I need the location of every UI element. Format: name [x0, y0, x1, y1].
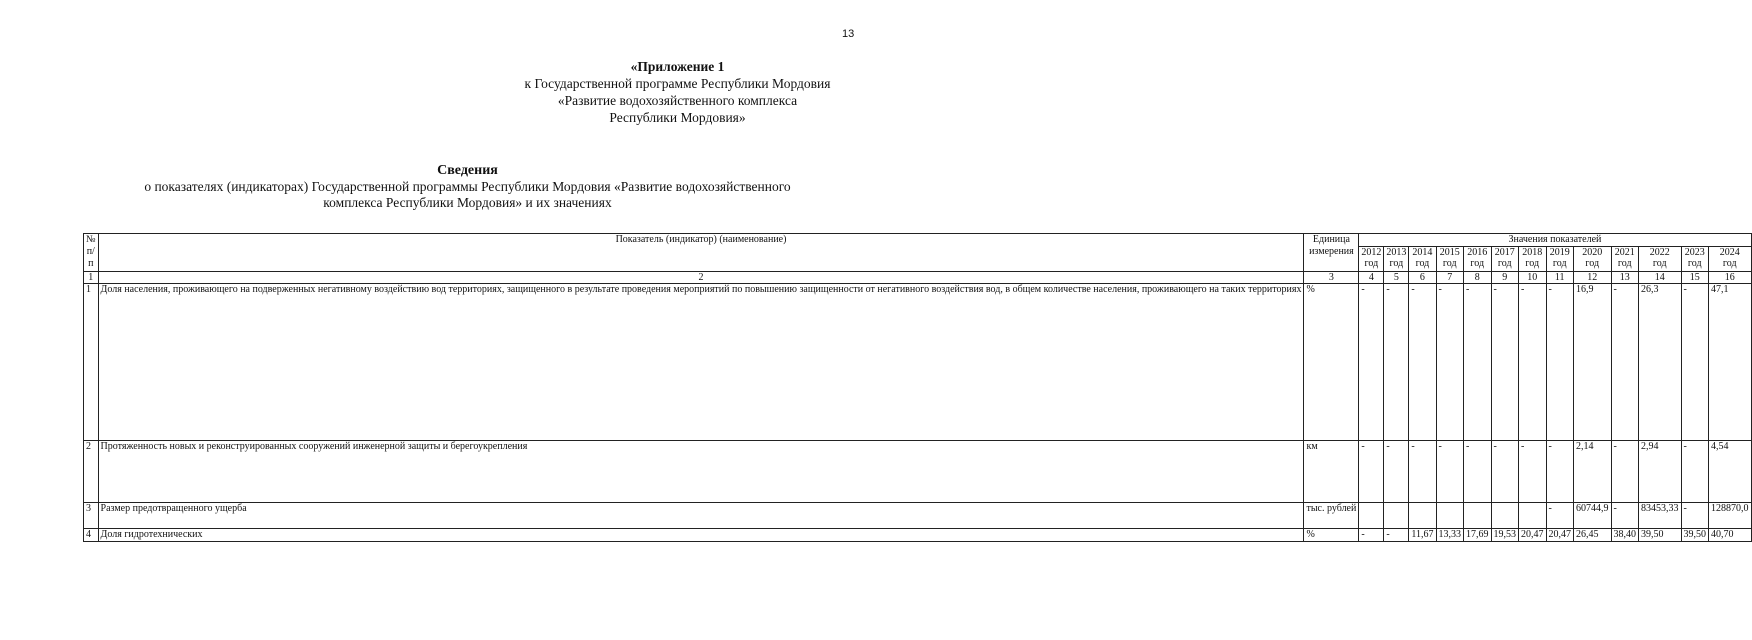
header-row	[84, 234, 1752, 247]
table-row	[84, 503, 1752, 529]
year-header	[1546, 247, 1574, 272]
indicator-value: 83453,33	[1639, 503, 1682, 529]
indicator-value: 11,67	[1409, 529, 1436, 542]
column-number: 16	[1709, 272, 1752, 284]
indicator-value: -	[1519, 441, 1547, 503]
indicator-name: Протяженность новых и реконструированных сооружений инженерной защиты и берегоукрепления	[98, 441, 1304, 503]
indicator-value: -	[1681, 441, 1709, 503]
indicator-value: -	[1384, 284, 1409, 441]
header-no: № п/п	[84, 234, 99, 272]
column-number: 3	[1304, 272, 1359, 284]
column-number: 10	[1519, 272, 1547, 284]
indicator-value: -	[1546, 284, 1574, 441]
year-value: 2020	[1582, 247, 1603, 258]
year-suffix: год	[1552, 258, 1567, 269]
indicator-value: 26,45	[1574, 529, 1612, 542]
header-name: Показатель (индикатор) (наименование)	[98, 234, 1304, 272]
indicator-value	[1491, 503, 1519, 529]
heading-title: Сведения	[437, 163, 498, 178]
indicator-value	[1436, 503, 1464, 529]
row-number: 2	[84, 441, 99, 503]
indicator-value: 39,50	[1681, 529, 1709, 542]
year-value: 2014	[1412, 247, 1433, 258]
indicator-value: 19,53	[1491, 529, 1519, 542]
indicators-table	[83, 233, 1752, 542]
year-header	[1359, 247, 1384, 272]
column-number: 8	[1464, 272, 1492, 284]
year-suffix: год	[1585, 258, 1600, 269]
year-suffix: год	[1364, 258, 1379, 269]
column-number: 7	[1436, 272, 1464, 284]
indicator-unit: тыс. рублей	[1304, 503, 1359, 529]
indicator-value: -	[1681, 503, 1709, 529]
indicator-value: 16,9	[1574, 284, 1612, 441]
indicator-value	[1464, 503, 1492, 529]
year-suffix: год	[1497, 258, 1512, 269]
appendix-block	[470, 58, 885, 126]
indicator-value: -	[1611, 441, 1639, 503]
year-header	[1491, 247, 1519, 272]
year-header	[1639, 247, 1682, 272]
indicator-value: -	[1464, 441, 1492, 503]
indicator-name: Размер предотвращенного ущерба	[98, 503, 1304, 529]
indicator-value: -	[1546, 441, 1574, 503]
indicator-value: -	[1359, 284, 1384, 441]
indicator-value: 4,54	[1709, 441, 1752, 503]
indicator-value: -	[1436, 284, 1464, 441]
indicator-value: -	[1409, 441, 1436, 503]
year-suffix: год	[1687, 258, 1702, 269]
year-value: 2021	[1614, 247, 1635, 258]
table-row	[84, 529, 1752, 542]
year-header	[1409, 247, 1436, 272]
year-header	[1574, 247, 1612, 272]
indicator-unit: %	[1304, 529, 1359, 542]
column-number: 11	[1546, 272, 1574, 284]
table-row	[84, 441, 1752, 503]
indicator-value: -	[1491, 441, 1519, 503]
row-number: 3	[84, 503, 99, 529]
year-value: 2018	[1522, 247, 1543, 258]
appendix-title: «Приложение 1	[630, 59, 725, 74]
year-suffix: год	[1722, 258, 1737, 269]
indicator-value: -	[1384, 441, 1409, 503]
indicator-value: -	[1436, 441, 1464, 503]
year-suffix: год	[1442, 258, 1457, 269]
column-number: 2	[98, 272, 1304, 284]
column-number: 6	[1409, 272, 1436, 284]
appendix-line-1: к Государственной программе Республики Мордовия	[524, 76, 831, 91]
indicator-value: -	[1546, 503, 1574, 529]
year-value: 2013	[1386, 247, 1407, 258]
year-value: 2024	[1719, 247, 1740, 258]
indicator-value: 39,50	[1639, 529, 1682, 542]
indicator-value: 26,3	[1639, 284, 1682, 441]
indicator-value	[1409, 503, 1436, 529]
column-number: 1	[84, 272, 99, 284]
year-suffix: год	[1652, 258, 1667, 269]
table-row	[84, 284, 1752, 441]
heading-line-2: комплекса Республики Мордовия» и их значениях	[323, 195, 612, 210]
document-heading	[100, 163, 835, 211]
appendix-line-2: «Развитие водохозяйственного комплекса	[557, 93, 798, 108]
year-value: 2017	[1494, 247, 1515, 258]
indicator-unit: км	[1304, 441, 1359, 503]
indicator-value: -	[1409, 284, 1436, 441]
year-header	[1681, 247, 1709, 272]
indicator-value: 20,47	[1546, 529, 1574, 542]
year-value: 2022	[1649, 247, 1670, 258]
column-numbers-row	[84, 272, 1752, 284]
column-number: 4	[1359, 272, 1384, 284]
indicator-value: 13,33	[1436, 529, 1464, 542]
year-suffix: год	[1617, 258, 1632, 269]
indicator-unit: %	[1304, 284, 1359, 441]
year-value: 2019	[1549, 247, 1570, 258]
indicator-value: 128870,0	[1709, 503, 1752, 529]
indicator-value: -	[1611, 503, 1639, 529]
indicator-value: 20,47	[1519, 529, 1547, 542]
column-number: 12	[1574, 272, 1612, 284]
year-header	[1611, 247, 1639, 272]
column-number: 13	[1611, 272, 1639, 284]
indicator-value	[1519, 503, 1547, 529]
column-number: 15	[1681, 272, 1709, 284]
column-number: 14	[1639, 272, 1682, 284]
indicator-value: 38,40	[1611, 529, 1639, 542]
indicator-value	[1384, 503, 1409, 529]
indicator-value: 40,70	[1709, 529, 1752, 542]
indicator-value: -	[1359, 441, 1384, 503]
indicator-value: -	[1359, 529, 1384, 542]
year-header	[1464, 247, 1492, 272]
year-suffix: год	[1525, 258, 1540, 269]
indicator-value: 47,1	[1709, 284, 1752, 441]
year-value: 2012	[1361, 247, 1382, 258]
indicator-value: 60744,9	[1574, 503, 1612, 529]
year-suffix: год	[1415, 258, 1430, 269]
indicator-value: -	[1519, 284, 1547, 441]
header-values: Значения показателей	[1359, 234, 1751, 247]
indicator-value: 2,14	[1574, 441, 1612, 503]
year-value: 2015	[1439, 247, 1460, 258]
indicator-value: -	[1611, 284, 1639, 441]
indicator-name: Доля населения, проживающего на подверженных негативному воздействию вод территориях, защищенного в результате проведения мероприятий по повышению защищенности от негативного воздействия вод, в общем количестве населения, проживающего на таких территориях	[98, 284, 1304, 441]
indicator-value: 17,69	[1464, 529, 1492, 542]
year-header	[1384, 247, 1409, 272]
row-number: 1	[84, 284, 99, 441]
row-number: 4	[84, 529, 99, 542]
year-header	[1519, 247, 1547, 272]
indicator-value: -	[1464, 284, 1492, 441]
year-value: 2023	[1684, 247, 1705, 258]
header-unit: Единица измерения	[1304, 234, 1359, 272]
year-header	[1436, 247, 1464, 272]
indicator-value: 2,94	[1639, 441, 1682, 503]
heading-line-1: о показателях (индикаторах) Государственной программы Республики Мордовия «Развитие водохозяйственного	[144, 179, 791, 194]
indicator-value: -	[1384, 529, 1409, 542]
year-suffix: год	[1470, 258, 1485, 269]
indicator-name: Доля гидротехнических	[98, 529, 1304, 542]
year-suffix: год	[1389, 258, 1404, 269]
appendix-line-3: Республики Мордовия»	[609, 110, 746, 125]
indicator-value: -	[1681, 284, 1709, 441]
column-number: 9	[1491, 272, 1519, 284]
year-value: 2016	[1467, 247, 1488, 258]
column-number: 5	[1384, 272, 1409, 284]
indicator-value	[1359, 503, 1384, 529]
indicator-value: -	[1491, 284, 1519, 441]
year-header	[1709, 247, 1752, 272]
page-number: 13	[842, 28, 855, 40]
